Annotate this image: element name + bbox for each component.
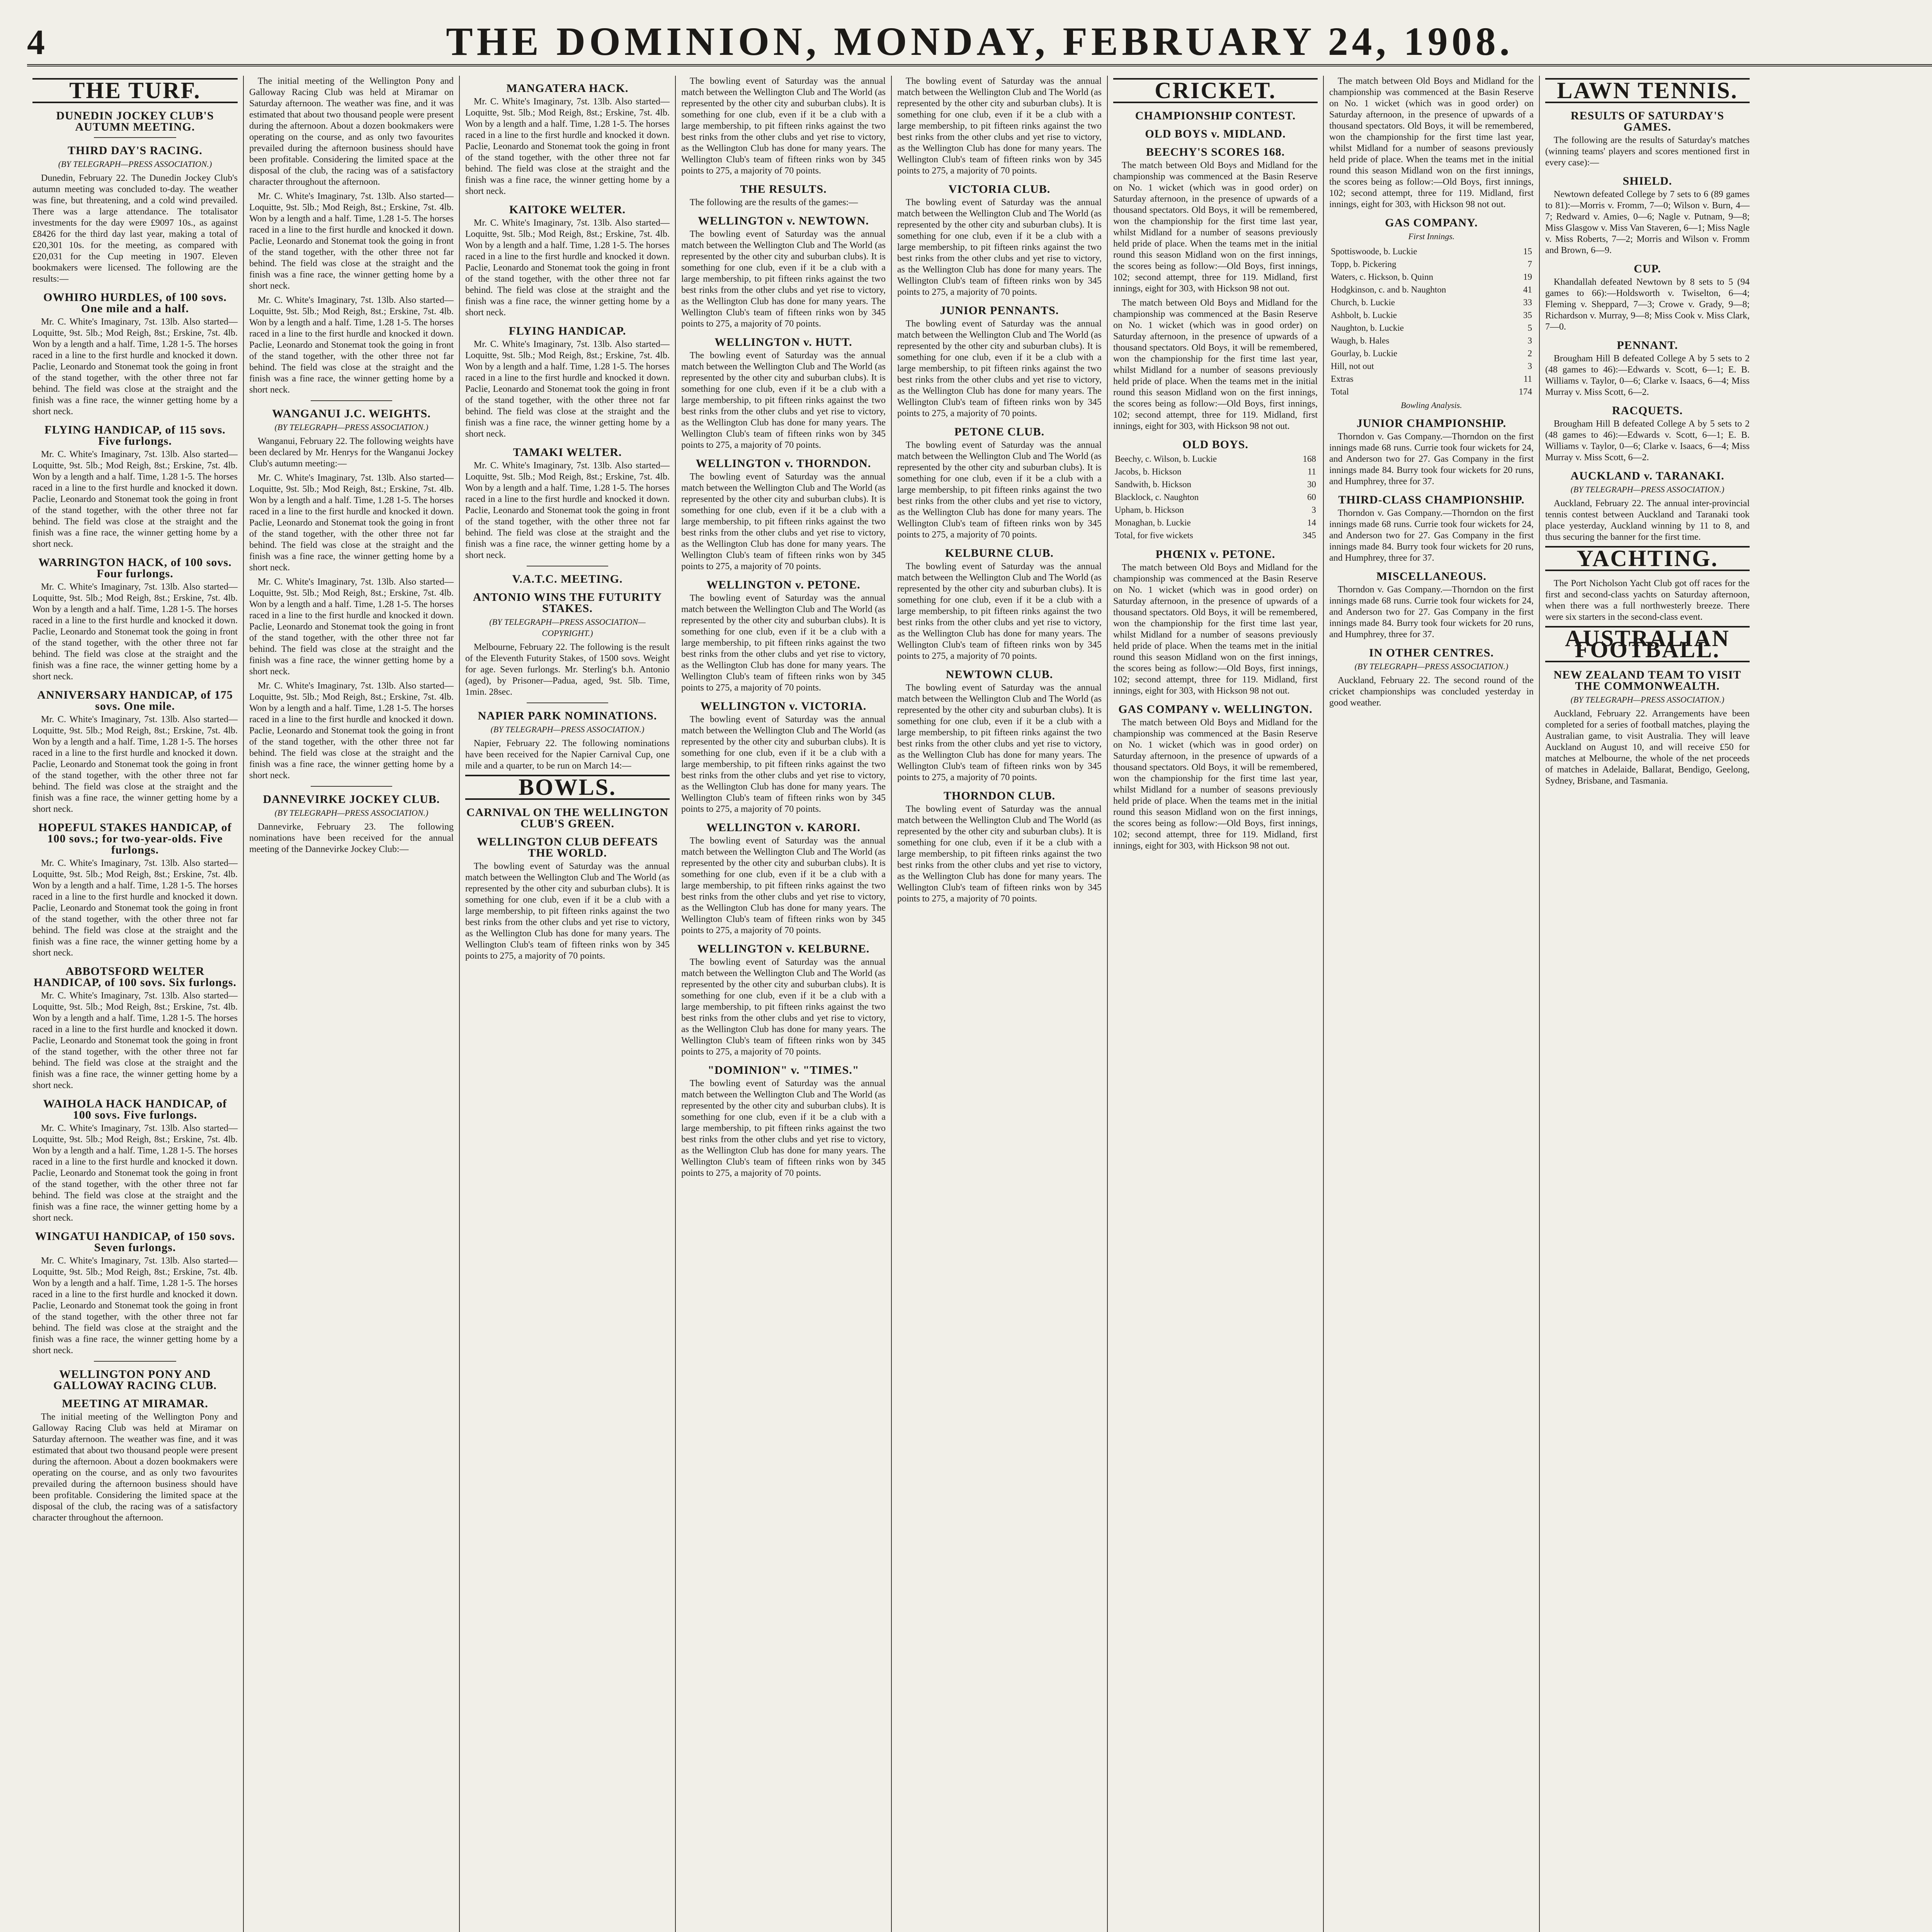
runs-cell: 168: [1303, 454, 1316, 464]
runs-cell: 7: [1527, 259, 1532, 269]
innings-head: OLD BOYS.: [1182, 438, 1248, 451]
article-body: The bowling event of Saturday was the annual match between the Wellington Club and The World (as represented by the other city and suburban clubs). It is something for one club, even if it be a club with a large membership, to pit fifteen rinks against the two best rinks from the other clubs and yet rise to victory, as the Wellington Club has done for many years. The Wellington Club's team of fifteen rinks won by 345 points to 275, a majority of 70 points.: [897, 197, 1102, 297]
article-body: The match between Old Boys and Midland for the championship was commenced at the Basin Reserve on No. 1 wicket (which was in good order) on Saturday afternoon, in the presence of upwards of a thousand spectators. Old Boys, it will be remembered, won the championship for the first time last year, whilst Midland for a number of seasons previously held pride of place. When the teams met in the initial round this season Midland won on the first innings, the scores being as follow:—Old Boys, first innings, 102; second attempt, three for 119. Midland, first innings, eight for 303, with Hickson 98 not out.: [1113, 563, 1318, 696]
batsman-cell: Hodgkinson, c. and b. Naughton: [1331, 285, 1446, 294]
table-row: [1329, 245, 1534, 258]
article-head: CHAMPIONSHIP CONTEST.: [1135, 109, 1296, 122]
runs-cell: 60: [1307, 492, 1316, 502]
article-body: Mr. C. White's Imaginary, 7st. 13lb. Also started—Loquitte, 9st. 5lb.; Mod Reigh, 8st.; Erskine, 7st. 4lb. Won by a length and a half. Time, 1.28 1-5. The horses raced in a line to the first hurdle and knocked it down. Paclie, Leonardo and Stonemat took the going in front of the stand together, with the other three not far behind. The field was close at the straight and the finish was a fine race, the winner getting home by a short neck.: [32, 858, 238, 958]
column-1: [27, 76, 243, 1932]
article-body: The bowling event of Saturday was the annual match between the Wellington Club and The World (as represented by the other city and suburban clubs). It is something for one club, even if it be a club with a large membership, to pit fifteen rinks against the two best rinks from the other clubs and yet rise to victory, as the Wellington Club has done for many years. The Wellington Club's team of fifteen rinks won by 345 points to 275, a majority of 70 points.: [681, 229, 886, 329]
match-head: WELLINGTON v. KELBURNE.: [697, 942, 870, 955]
article-body: Thorndon v. Gas Company.—Thorndon on the first innings made 68 runs. Currie took four wickets for 24, and Anderson two for 27. Gas Company in the first innings made 84. Burry took four wickets for 20 runs, and Humphrey, three for 37.: [1329, 432, 1534, 486]
column-4: [675, 76, 891, 1932]
section-bowls: BOWLS.: [465, 775, 670, 800]
batsman-cell: Total: [1331, 387, 1349, 396]
table-row: [1113, 465, 1318, 478]
article-subhead: WELLINGTON CLUB DEFEATS THE WORLD.: [477, 835, 658, 859]
match-head: WELLINGTON v. THORNDON.: [696, 457, 871, 470]
article-body: Mr. C. White's Imaginary, 7st. 13lb. Also started—Loquitte, 9st. 5lb.; Mod Reigh, 8st.; Erskine, 7st. 4lb. Won by a length and a half. Time, 1.28 1-5. The horses raced in a line to the first hurdle and knocked it down. Paclie, Leonardo and Stonemat took the going in front of the stand together, with the other three not far behind. The field was close at the straight and the finish was a fine race, the winner getting home by a short neck.: [32, 714, 238, 814]
article-body: The bowling event of Saturday was the annual match between the Wellington Club and The World (as represented by the other city and suburban clubs). It is something for one club, even if it be a club with a large membership, to pit fifteen rinks against the two best rinks from the other clubs and yet rise to victory, as the Wellington Club has done for many years. The Wellington Club's team of fifteen rinks won by 345 points to 275, a majority of 70 points.: [681, 472, 886, 571]
runs-cell: 3: [1311, 505, 1316, 515]
article-body: Mr. C. White's Imaginary, 7st. 13lb. Also started—Loquitte, 9st. 5lb.; Mod Reigh, 8st.; Erskine, 7st. 4lb. Won by a length and a half. Time, 1.28 1-5. The horses raced in a line to the first hurdle and knocked it down. Paclie, Leonardo and Stonemat took the going in front of the stand together, with the other three not far behind. The field was close at the straight and the finish was a fine race, the winner getting home by a short neck.: [465, 218, 670, 318]
byline: (BY TELEGRAPH—PRESS ASSOCIATION.): [274, 808, 429, 818]
article-body: Mr. C. White's Imaginary, 7st. 13lb. Also started—Loquitte, 9st. 5lb.; Mod Reigh, 8st.; Erskine, 7st. 4lb. Won by a length and a half. Time, 1.28 1-5. The horses raced in a line to the first hurdle and knocked it down. Paclie, Leonardo and Stonemat took the going in front of the stand together, with the other three not far behind. The field was close at the straight and the finish was a fine race, the winner getting home by a short neck.: [465, 461, 670, 560]
batsman-cell: Jacobs, b. Hickson: [1115, 467, 1182, 476]
article-subhead: GAS COMPANY v. WELLINGTON.: [1118, 703, 1313, 716]
article-body: The bowling event of Saturday was the annual match between the Wellington Club and The World (as represented by the other city and suburban clubs). It is something for one club, even if it be a club with a large membership, to pit fifteen rinks against the two best rinks from the other clubs and yet rise to victory, as the Wellington Club has done for many years. The Wellington Club's team of fifteen rinks won by 345 points to 275, a majority of 70 points.: [897, 319, 1102, 418]
gas-company-batting-table: [1329, 245, 1534, 398]
batsman-cell: Beechy, c. Wilson, b. Luckie: [1115, 454, 1217, 464]
article-body: Auckland, February 22. The second round of the cricket championships was concluded yesterday in good weather.: [1329, 675, 1534, 708]
table-row: [1329, 283, 1534, 296]
column-3: [459, 76, 675, 1932]
byline: (BY TELEGRAPH—PRESS ASSOCIATION.): [1570, 695, 1725, 704]
runs-cell: 345: [1303, 531, 1316, 540]
divider: [311, 400, 393, 401]
article-body: Mr. C. White's Imaginary, 7st. 13lb. Also started—Loquitte, 9st. 5lb.; Mod Reigh, 8st.; Erskine, 7st. 4lb. Won by a length and a half. Time, 1.28 1-5. The horses raced in a line to the first hurdle and knocked it down. Paclie, Leonardo and Stonemat took the going in front of the stand together, with the other three not far behind. The field was close at the straight and the finish was a fine race, the winner getting home by a short neck.: [249, 473, 454, 573]
article-subhead: PENNANT.: [1617, 339, 1678, 352]
club-head: THORNDON CLUB.: [943, 789, 1056, 802]
runs-cell: 2: [1527, 349, 1532, 358]
article-body: Newtown defeated College by 7 sets to 6 (89 games to 81):—Morris v. Fromm, 7—0; Wilson v. Burn, 4—7; Redward v. Amies, 0—6; Nagle v. Putnam, 9—8; Miss Glasgow v. Miss Van Staveren, 6—1; Miss Nagle v. Miss Roberts, 7—2; Morris and Wilson v. Fromm and Brown, 6—9.: [1545, 189, 1750, 255]
race-head: ABBOTSFORD WELTER HANDICAP, of 100 sovs. Six furlongs.: [34, 965, 236, 989]
article-body: Napier, February 22. The following nominations have been received for the Napier Carnival Cup, one mile and a quarter, to be run on March 14:—: [465, 738, 670, 771]
article-body: The following are the results of Saturday's matches (winning teams' players and scores mentioned first in every case):—: [1545, 135, 1750, 168]
article-body: The bowling event of Saturday was the annual match between the Wellington Club and The World (as represented by the other city and suburban clubs). It is something for one club, even if it be a club with a large membership, to pit fifteen rinks against the two best rinks from the other clubs and yet rise to victory, as the Wellington Club has done for many years. The Wellington Club's team of fifteen rinks won by 345 points to 275, a majority of 70 points.: [681, 593, 886, 693]
article-head: DUNEDIN JOCKEY CLUB'S AUTUMN MEETING.: [56, 109, 214, 133]
batsman-cell: Waugh, b. Hales: [1331, 336, 1389, 345]
table-row: [1329, 258, 1534, 270]
club-head: VICTORIA CLUB.: [948, 183, 1051, 196]
article-body: Mr. C. White's Imaginary, 7st. 13lb. Also started—Loquitte, 9st. 5lb.; Mod Reigh, 8st.; Erskine, 7st. 4lb. Won by a length and a half. Time, 1.28 1-5. The horses raced in a line to the first hurdle and knocked it down. Paclie, Leonardo and Stonemat took the going in front of the stand together, with the other three not far behind. The field was close at the straight and the finish was a fine race, the winner getting home by a short neck.: [249, 681, 454, 781]
match-head: WELLINGTON v. PETONE.: [706, 578, 861, 591]
byline: (BY TELEGRAPH—PRESS ASSOCIATION.): [274, 422, 429, 432]
article-body: Mr. C. White's Imaginary, 7st. 13lb. Also started—Loquitte, 9st. 5lb.; Mod Reigh, 8st.; Erskine, 7st. 4lb. Won by a length and a half. Time, 1.28 1-5. The horses raced in a line to the first hurdle and knocked it down. Paclie, Leonardo and Stonemat took the going in front of the stand together, with the other three not far behind. The field was close at the straight and the finish was a fine race, the winner getting home by a short neck.: [32, 317, 238, 417]
article-body: Mr. C. White's Imaginary, 7st. 13lb. Also started—Loquitte, 9st. 5lb.; Mod Reigh, 8st.; Erskine, 7st. 4lb. Won by a length and a half. Time, 1.28 1-5. The horses raced in a line to the first hurdle and knocked it down. Paclie, Leonardo and Stonemat took the going in front of the stand together, with the other three not far behind. The field was close at the straight and the finish was a fine race, the winner getting home by a short neck.: [249, 577, 454, 677]
article-body: The bowling event of Saturday was the annual match between the Wellington Club and The World (as represented by the other city and suburban clubs). It is something for one club, even if it be a club with a large membership, to pit fifteen rinks against the two best rinks from the other clubs and yet rise to victory, as the Wellington Club has done for many years. The Wellington Club's team of fifteen rinks won by 345 points to 275, a majority of 70 points.: [681, 1078, 886, 1178]
article-subhead: CUP.: [1634, 262, 1661, 275]
article-body: The bowling event of Saturday was the annual match between the Wellington Club and The World (as represented by the other city and suburban clubs). It is something for one club, even if it be a club with a large membership, to pit fifteen rinks against the two best rinks from the other clubs and yet rise to victory, as the Wellington Club has done for many years. The Wellington Club's team of fifteen rinks won by 345 points to 275, a majority of 70 points.: [681, 836, 886, 935]
table-row: [1329, 347, 1534, 360]
match-head: WELLINGTON v. NEWTOWN.: [698, 214, 869, 227]
race-head: ANNIVERSARY HANDICAP, of 175 sovs. One mile.: [37, 689, 233, 713]
article-body: The bowling event of Saturday was the annual match between the Wellington Club and The World (as represented by the other city and suburban clubs). It is something for one club, even if it be a club with a large membership, to pit fifteen rinks against the two best rinks from the other clubs and yet rise to victory, as the Wellington Club has done for many years. The Wellington Club's team of fifteen rinks won by 345 points to 275, a majority of 70 points.: [681, 350, 886, 450]
column-5: [891, 76, 1107, 1932]
innings-head: GAS COMPANY.: [1385, 216, 1478, 229]
article-head: NEW ZEALAND TEAM TO VISIT THE COMMONWEALTH.: [1553, 668, 1742, 692]
article-head: WANGANUI J.C. WEIGHTS.: [272, 407, 431, 420]
article-body: Mr. C. White's Imaginary, 7st. 13lb. Also started—Loquitte, 9st. 5lb.; Mod Reigh, 8st.; Erskine, 7st. 4lb. Won by a length and a half. Time, 1.28 1-5. The horses raced in a line to the first hurdle and knocked it down. Paclie, Leonardo and Stonemat took the going in front of the stand together, with the other three not far behind. The field was close at the straight and the finish was a fine race, the winner getting home by a short neck.: [249, 295, 454, 395]
club-head: PETONE CLUB.: [954, 425, 1045, 438]
article-head: DANNEVIRKE JOCKEY CLUB.: [263, 793, 440, 806]
article-body: Wanganui, February 22. The following weights have been declared by Mr. Henrys for the Wanganui Jockey Club's autumn meeting:—: [249, 436, 454, 469]
divider: [311, 786, 393, 787]
section-football: AUSTRALIAN FOOTBALL.: [1545, 626, 1750, 662]
runs-cell: 33: [1523, 298, 1532, 307]
race-head: FLYING HANDICAP.: [509, 325, 626, 337]
article-head: AUCKLAND v. TARANAKI.: [1570, 469, 1725, 482]
article-body: Brougham Hill B defeated College A by 5 sets to 2 (48 games to 46):—Edwards v. Scott, 6—1; E. B. Williams v. Taylor, 0—6; Clarke v. Isaacs, 6—4; Miss Murray v. Miss Scott, 6—2.: [1545, 354, 1750, 397]
article-body: Mr. C. White's Imaginary, 7st. 13lb. Also started—Loquitte, 9st. 5lb.; Mod Reigh, 8st.; Erskine, 7st. 4lb. Won by a length and a half. Time, 1.28 1-5. The horses raced in a line to the first hurdle and knocked it down. Paclie, Leonardo and Stonemat took the going in front of the stand together, with the other three not far behind. The field was close at the straight and the finish was a fine race, the winner getting home by a short neck.: [32, 582, 238, 682]
article-subhead: SHIELD.: [1622, 175, 1672, 187]
match-head: WELLINGTON v. HUTT.: [714, 336, 852, 349]
article-subhead: OLD BOYS v. MIDLAND.: [1145, 128, 1286, 140]
match-head: "DOMINION" v. "TIMES.": [707, 1064, 859, 1077]
race-head: FLYING HANDICAP, of 115 sovs. Five furlongs.: [44, 423, 226, 447]
article-subhead: MEETING AT MIRAMAR.: [62, 1397, 208, 1410]
byline: (BY TELEGRAPH—PRESS ASSOCIATION.): [1354, 662, 1509, 671]
masthead-title: THE DOMINION, MONDAY, FEBRUARY 24, 1908.: [446, 19, 1514, 64]
runs-cell: 19: [1523, 272, 1532, 282]
runs-cell: 30: [1307, 480, 1316, 489]
club-head: JUNIOR PENNANTS.: [940, 304, 1059, 317]
batsman-cell: Topp, b. Pickering: [1331, 259, 1396, 269]
article-body: Mr. C. White's Imaginary, 7st. 13lb. Also started—Loquitte, 9st. 5lb.; Mod Reigh, 8st.; Erskine, 7st. 4lb. Won by a length and a half. Time, 1.28 1-5. The horses raced in a line to the first hurdle and knocked it down. Paclie, Leonardo and Stonemat took the going in front of the stand together, with the other three not far behind. The field was close at the straight and the finish was a fine race, the winner getting home by a short neck.: [32, 449, 238, 549]
columns: [27, 76, 1932, 1932]
article-body: The bowling event of Saturday was the annual match between the Wellington Club and The World (as represented by the other city and suburban clubs). It is something for one club, even if it be a club with a large membership, to pit fifteen rinks against the two best rinks from the other clubs and yet rise to victory, as the Wellington Club has done for many years. The Wellington Club's team of fifteen rinks won by 345 points to 275, a majority of 70 points.: [681, 957, 886, 1057]
race-head: WAIHOLA HACK HANDICAP, of 100 sovs. Five furlongs.: [43, 1097, 227, 1121]
bowling-subhead: Bowling Analysis.: [1401, 400, 1462, 410]
article-head: THIRD-CLASS CHAMPIONSHIP.: [1338, 493, 1525, 506]
article-body: Mr. C. White's Imaginary, 7st. 13lb. Also started—Loquitte, 9st. 5lb.; Mod Reigh, 8st.; Erskine, 7st. 4lb. Won by a length and a half. Time, 1.28 1-5. The horses raced in a line to the first hurdle and knocked it down. Paclie, Leonardo and Stonemat took the going in front of the stand together, with the other three not far behind. The field was close at the straight and the finish was a fine race, the winner getting home by a short neck.: [32, 1123, 238, 1223]
table-row: [1113, 491, 1318, 503]
batsman-cell: Ashbolt, b. Luckie: [1331, 310, 1397, 320]
column-7: [1323, 76, 1539, 1932]
section-turf: THE TURF.: [32, 78, 238, 103]
article-body: Dannevirke, February 23. The following nominations have been received for the annual meeting of the Dannevirke Jockey Club:—: [249, 822, 454, 854]
article-body: Mr. C. White's Imaginary, 7st. 13lb. Also started—Loquitte, 9st. 5lb.; Mod Reigh, 8st.; Erskine, 7st. 4lb. Won by a length and a half. Time, 1.28 1-5. The horses raced in a line to the first hurdle and knocked it down. Paclie, Leonardo and Stonemat took the going in front of the stand together, with the other three not far behind. The field was close at the straight and the finish was a fine race, the winner getting home by a short neck.: [249, 191, 454, 291]
column-8: [1539, 76, 1755, 1932]
batsman-cell: Gourlay, b. Luckie: [1331, 349, 1398, 358]
table-row: [1329, 309, 1534, 321]
article-subhead: RACQUETS.: [1612, 404, 1683, 417]
masthead: [27, 19, 1932, 66]
divider: [94, 1361, 176, 1362]
batsman-cell: Church, b. Luckie: [1331, 298, 1395, 307]
article-body: Melbourne, February 22. The following is the result of the Eleventh Futurity Stakes, of 1500 sovs. Weight for age. Seven furlongs. Mr. Sterling's b.h. Antonio (aged), by Prisoner—Padua, aged, 9st. 5lb. Time, 1min. 28sec.: [465, 642, 670, 697]
batsman-cell: Spottiswoode, b. Luckie: [1331, 247, 1417, 256]
article-body: Mr. C. White's Imaginary, 7st. 13lb. Also started—Loquitte, 9st. 5lb.; Mod Reigh, 8st.; Erskine, 7st. 4lb. Won by a length and a half. Time, 1.28 1-5. The horses raced in a line to the first hurdle and knocked it down. Paclie, Leonardo and Stonemat took the going in front of the stand together, with the other three not far behind. The field was close at the straight and the finish was a fine race, the winner getting home by a short neck.: [32, 991, 238, 1090]
table-row: [1329, 372, 1534, 385]
article-head: THE RESULTS.: [740, 183, 827, 196]
batsman-cell: Monaghan, b. Luckie: [1115, 518, 1191, 527]
column-6: [1107, 76, 1323, 1932]
section-lawn-tennis: LAWN TENNIS.: [1545, 78, 1750, 103]
batsman-cell: Upham, b. Hickson: [1115, 505, 1184, 515]
section-cricket: CRICKET.: [1113, 78, 1318, 103]
article-body: Thorndon v. Gas Company.—Thorndon on the first innings made 68 runs. Currie took four wickets for 24, and Anderson two for 27. Gas Company in the first innings made 84. Burry took four wickets for 20 runs, and Humphrey, three for 37.: [1329, 508, 1534, 563]
runs-cell: 14: [1307, 518, 1316, 527]
byline: (BY TELEGRAPH—PRESS ASSOCIATION.): [1570, 485, 1725, 494]
table-row: [1329, 334, 1534, 347]
batsman-cell: Waters, c. Hickson, b. Quinn: [1331, 272, 1434, 282]
page-number: 4: [27, 22, 45, 62]
batsman-cell: Hill, not out: [1331, 361, 1374, 371]
innings-subhead: First Innings.: [1408, 231, 1455, 241]
runs-cell: 3: [1527, 336, 1532, 345]
table-row: [1113, 503, 1318, 516]
article-body: Khandallah defeated Newtown by 8 sets to 5 (94 games to 66):—Holdsworth v. Twiselton, 6—4; Fleming v. Sheppard, 7—3; Crowe v. Grady, 9—8; Richardson v. Murray, 9—8; Miss Cook v. Miss Clark, 7—0.: [1545, 277, 1750, 332]
byline: (BY TELEGRAPH—PRESS ASSOCIATION.): [490, 724, 645, 734]
article-head: WELLINGTON PONY AND GALLOWAY RACING CLUB.: [53, 1368, 217, 1392]
article-body: The Port Nicholson Yacht Club got off races for the first and second-class yachts on Saturday afternoon, when there was a full northwesterly breeze. There were six starters in the second-class event.: [1545, 578, 1750, 622]
runs-cell: 3: [1527, 361, 1532, 371]
batsman-cell: Sandwith, b. Hickson: [1115, 480, 1192, 489]
race-head: OWHIRO HURDLES, of 100 sovs. One mile and a half.: [43, 291, 227, 315]
article-body: The match between Old Boys and Midland for the championship was commenced at the Basin Reserve on No. 1 wicket (which was in good order) on Saturday afternoon, in the presence of upwards of a thousand spectators. Old Boys, it will be remembered, won the championship for the first time last year, whilst Midland for a number of seasons previously held pride of place. When the teams met in the initial round this season Midland won on the first innings, the scores being as follow:—Old Boys, first innings, 102; second attempt, three for 119. Midland, first innings, eight for 303, with Hickson 98 not out.: [1329, 76, 1534, 209]
runs-cell: 15: [1523, 247, 1532, 256]
old-boys-batting-table: [1113, 452, 1318, 542]
table-row: [1329, 385, 1534, 398]
race-head: TAMAKI WELTER.: [513, 446, 622, 459]
article-body: The bowling event of Saturday was the annual match between the Wellington Club and The World (as represented by the other city and suburban clubs). It is something for one club, even if it be a club with a large membership, to pit fifteen rinks against the two best rinks from the other clubs and yet rise to victory, as the Wellington Club has done for many years. The Wellington Club's team of fifteen rinks won by 345 points to 275, a majority of 70 points.: [681, 76, 886, 176]
article-head: NAPIER PARK NOMINATIONS.: [478, 709, 657, 722]
section-yachting: YACHTING.: [1545, 546, 1750, 571]
article-body: Brougham Hill B defeated College A by 5 sets to 2 (48 games to 46):—Edwards v. Scott, 6—1; E. B. Williams v. Taylor, 0—6; Clarke v. Isaacs, 6—4; Miss Murray v. Miss Scott, 6—2.: [1545, 419, 1750, 463]
table-row: [1113, 452, 1318, 465]
column-2: [243, 76, 459, 1932]
article-body: The bowling event of Saturday was the annual match between the Wellington Club and The World (as represented by the other city and suburban clubs). It is something for one club, even if it be a club with a large membership, to pit fifteen rinks against the two best rinks from the other clubs and yet rise to victory, as the Wellington Club has done for many years. The Wellington Club's team of fifteen rinks won by 345 points to 275, a majority of 70 points.: [897, 683, 1102, 782]
race-head: HOPEFUL STAKES HANDICAP, of 100 sovs.; for two-year-olds. Five furlongs.: [38, 821, 232, 856]
batsman-cell: Total, for five wickets: [1115, 531, 1193, 540]
match-head: WELLINGTON v. KARORI.: [706, 821, 861, 834]
article-body: The following are the results of the games:—: [690, 197, 858, 207]
article-body: The initial meeting of the Wellington Pony and Galloway Racing Club was held at Miramar on Saturday afternoon. The weather was fine, and it was estimated that about two thousand people were present during the afternoon. About a dozen bookmakers were operating on the course, and as only two favourites prevailed during the afternoon business should have been profitable. Considering the limited space at the disposal of the club, the racing was of a satisfactory character throughout the afternoon.: [249, 76, 454, 187]
article-head: IN OTHER CENTRES.: [1369, 646, 1494, 659]
byline: (BY TELEGRAPH—PRESS ASSOCIATION.): [58, 159, 212, 169]
club-head: NEWTOWN CLUB.: [946, 668, 1053, 681]
article-body: Auckland, February 22. Arrangements have been completed for a series of football matches, playing the Australian game, to visit Australia. They will leave Auckland on August 10, and will receive £50 for matches at Melbourne, the whole of the net proceeds of matches in Adelaide, Ballarat, Bendigo, Geelong, Sydney, Brisbane, and Tasmania.: [1545, 709, 1750, 786]
table-row: [1329, 321, 1534, 334]
article-body: Dunedin, February 22. The Dunedin Jockey Club's autumn meeting was concluded to-day. The weather was fine, but threatening, and a cold wind prevailed. There was a large attendance. The totalisator investments for the day were £9097 10s., as against £8426 for the third day last year, making a total of £20,301 10s. for the meeting, as compared with £20,031 for the Cup meeting in 1907. Eleven bookmakers were licensed. The following are the results:—: [32, 173, 238, 284]
table-row: [1113, 478, 1318, 491]
article-body: The bowling event of Saturday was the annual match between the Wellington Club and The World (as represented by the other city and suburban clubs). It is something for one club, even if it be a club with a large membership, to pit fifteen rinks against the two best rinks from the other clubs and yet rise to victory, as the Wellington Club has done for many years. The Wellington Club's team of fifteen rinks won by 345 points to 275, a majority of 70 points.: [897, 440, 1102, 540]
article-body: The bowling event of Saturday was the annual match between the Wellington Club and The World (as represented by the other city and suburban clubs). It is something for one club, even if it be a club with a large membership, to pit fifteen rinks against the two best rinks from the other clubs and yet rise to victory, as the Wellington Club has done for many years. The Wellington Club's team of fifteen rinks won by 345 points to 275, a majority of 70 points.: [897, 804, 1102, 904]
table-row: [1329, 360, 1534, 372]
runs-cell: 11: [1307, 467, 1316, 476]
article-body: The initial meeting of the Wellington Pony and Galloway Racing Club was held at Miramar on Saturday afternoon. The weather was fine, and it was estimated that about two thousand people were present during the afternoon. About a dozen bookmakers were operating on the course, and as only two favourites prevailed during the afternoon business should have been profitable. Considering the limited space at the disposal of the club, the racing was of a satisfactory character throughout the afternoon.: [32, 1412, 238, 1523]
divider: [94, 137, 176, 138]
article-body: Thorndon v. Gas Company.—Thorndon on the first innings made 68 runs. Currie took four wickets for 24, and Anderson two for 27. Gas Company in the first innings made 84. Burry took four wickets for 20 runs, and Humphrey, three for 37.: [1329, 585, 1534, 639]
table-row: [1329, 270, 1534, 283]
article-head: RESULTS OF SATURDAY'S GAMES.: [1570, 109, 1725, 133]
article-body: The match between Old Boys and Midland for the championship was commenced at the Basin Reserve on No. 1 wicket (which was in good order) on Saturday afternoon, in the presence of upwards of a thousand spectators. Old Boys, it will be remembered, won the championship for the first time last year, whilst Midland for a number of seasons previously held pride of place. When the teams met in the initial round this season Midland won on the first innings, the scores being as follow:—Old Boys, first innings, 102; second attempt, three for 119. Midland, first innings, eight for 303, with Hickson 98 not out.: [1113, 160, 1318, 294]
batsman-cell: Naughton, b. Luckie: [1331, 323, 1404, 333]
club-head: KELBURNE CLUB.: [945, 547, 1054, 560]
divider: [527, 702, 609, 703]
article-body: Mr. C. White's Imaginary, 7st. 13lb. Also started—Loquitte, 9st. 5lb.; Mod Reigh, 8st.; Erskine, 7st. 4lb. Won by a length and a half. Time, 1.28 1-5. The horses raced in a line to the first hurdle and knocked it down. Paclie, Leonardo and Stonemat took the going in front of the stand together, with the other three not far behind. The field was close at the straight and the finish was a fine race, the winner getting home by a short neck.: [32, 1256, 238, 1355]
batsman-cell: Extras: [1331, 374, 1354, 384]
article-subhead: ANTONIO WINS THE FUTURITY STAKES.: [473, 591, 662, 615]
article-body: Mr. C. White's Imaginary, 7st. 13lb. Also started—Loquitte, 9st. 5lb.; Mod Reigh, 8st.; Erskine, 7st. 4lb. Won by a length and a half. Time, 1.28 1-5. The horses raced in a line to the first hurdle and knocked it down. Paclie, Leonardo and Stonemat took the going in front of the stand together, with the other three not far behind. The field was close at the straight and the finish was a fine race, the winner getting home by a short neck.: [465, 339, 670, 439]
runs-cell: 174: [1519, 387, 1532, 396]
race-head: WINGATUI HANDICAP, of 150 sovs. Seven furlongs.: [35, 1230, 235, 1254]
article-head: V.A.T.C. MEETING.: [512, 573, 623, 585]
race-head: WARRINGTON HACK, of 100 sovs. Four furlongs.: [38, 556, 232, 580]
article-subhead: BEECHY'S SCORES 168.: [1146, 146, 1285, 158]
table-row: [1113, 516, 1318, 529]
article-body: The bowling event of Saturday was the annual match between the Wellington Club and The World (as represented by the other city and suburban clubs). It is something for one club, even if it be a club with a large membership, to pit fifteen rinks against the two best rinks from the other clubs and yet rise to victory, as the Wellington Club has done for many years. The Wellington Club's team of fifteen rinks won by 345 points to 275, a majority of 70 points.: [897, 76, 1102, 176]
runs-cell: 11: [1523, 374, 1532, 384]
table-row: [1329, 296, 1534, 309]
article-subhead: THIRD DAY'S RACING.: [68, 144, 202, 157]
article-head: MISCELLANEOUS.: [1376, 570, 1486, 583]
byline: (BY TELEGRAPH—PRESS ASSOCIATION—COPYRIGHT.): [489, 617, 646, 638]
race-head: MANGATERA HACK.: [506, 82, 629, 95]
article-body: The match between Old Boys and Midland for the championship was commenced at the Basin Reserve on No. 1 wicket (which was in good order) on Saturday afternoon, in the presence of upwards of a thousand spectators. Old Boys, it will be remembered, won the championship for the first time last year, whilst Midland for a number of seasons previously held pride of place. When the teams met in the initial round this season Midland won on the first innings, the scores being as follow:—Old Boys, first innings, 102; second attempt, three for 119. Midland, first innings, eight for 303, with Hickson 98 not out.: [1113, 718, 1318, 851]
article-body: The bowling event of Saturday was the annual match between the Wellington Club and The World (as represented by the other city and suburban clubs). It is something for one club, even if it be a club with a large membership, to pit fifteen rinks against the two best rinks from the other clubs and yet rise to victory, as the Wellington Club has done for many years. The Wellington Club's team of fifteen rinks won by 345 points to 275, a majority of 70 points.: [897, 561, 1102, 661]
article-body: Auckland, February 22. The annual inter-provincial tennis contest between Auckland and Taranaki took place yesterday, Auckland winning by 11 to 8, and thus securing the banner for the first time.: [1545, 498, 1750, 542]
article-body: The match between Old Boys and Midland for the championship was commenced at the Basin Reserve on No. 1 wicket (which was in good order) on Saturday afternoon, in the presence of upwards of a thousand spectators. Old Boys, it will be remembered, won the championship for the first time last year, whilst Midland for a number of seasons previously held pride of place. When the teams met in the initial round this season Midland won on the first innings, the scores being as follow:—Old Boys, first innings, 102; second attempt, three for 119. Midland, first innings, eight for 303, with Hickson 98 not out.: [1113, 298, 1318, 431]
runs-cell: 41: [1523, 285, 1532, 294]
runs-cell: 35: [1523, 310, 1532, 320]
article-body: The bowling event of Saturday was the annual match between the Wellington Club and The World (as represented by the other city and suburban clubs). It is something for one club, even if it be a club with a large membership, to pit fifteen rinks against the two best rinks from the other clubs and yet rise to victory, as the Wellington Club has done for many years. The Wellington Club's team of fifteen rinks won by 345 points to 275, a majority of 70 points.: [465, 861, 670, 961]
article-head: JUNIOR CHAMPIONSHIP.: [1356, 417, 1507, 430]
runs-cell: 5: [1527, 323, 1532, 333]
article-body: Mr. C. White's Imaginary, 7st. 13lb. Also started—Loquitte, 9st. 5lb.; Mod Reigh, 8st.; Erskine, 7st. 4lb. Won by a length and a half. Time, 1.28 1-5. The horses raced in a line to the first hurdle and knocked it down. Paclie, Leonardo and Stonemat took the going in front of the stand together, with the other three not far behind. The field was close at the straight and the finish was a fine race, the winner getting home by a short neck.: [465, 97, 670, 196]
table-row: [1113, 529, 1318, 542]
match-head: WELLINGTON v. VICTORIA.: [700, 700, 867, 713]
race-head: KAITOKE WELTER.: [509, 203, 626, 216]
batsman-cell: Blacklock, c. Naughton: [1115, 492, 1199, 502]
article-head: CARNIVAL ON THE WELLINGTON CLUB'S GREEN.: [466, 806, 669, 830]
article-body: The bowling event of Saturday was the annual match between the Wellington Club and The World (as represented by the other city and suburban clubs). It is something for one club, even if it be a club with a large membership, to pit fifteen rinks against the two best rinks from the other clubs and yet rise to victory, as the Wellington Club has done for many years. The Wellington Club's team of fifteen rinks won by 345 points to 275, a majority of 70 points.: [681, 714, 886, 814]
article-subhead: PHŒNIX v. PETONE.: [1155, 548, 1276, 561]
